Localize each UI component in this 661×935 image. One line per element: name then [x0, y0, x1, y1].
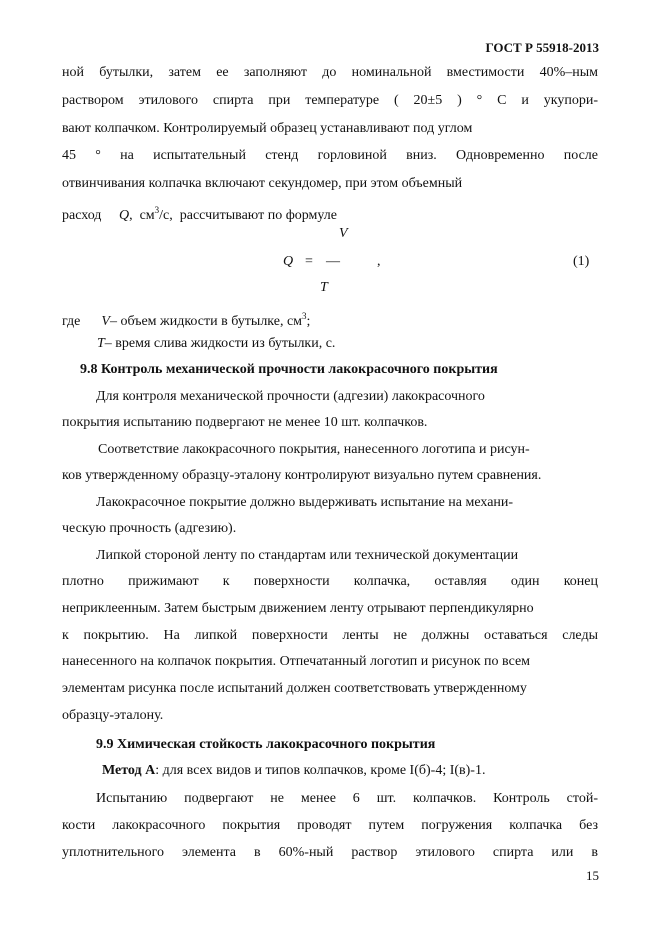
body-line: Лакокрасочное покрытие должно выдерживать испытание на механи- [96, 495, 514, 510]
body-line: образцу-эталону. [62, 708, 164, 723]
body-line: Испытанию подвергают не менее 6 шт. колпачков. Контроль стой- [96, 791, 598, 806]
method-label: Метод А [102, 763, 156, 778]
body-line: ной бутылки, затем ее заполняют до номинальной вместимости 40%–ным [62, 65, 598, 80]
document-header: ГОСТ Р 55918-2013 [485, 40, 599, 55]
where-t-line: T– время слива жидкости из бутылки, с. [97, 336, 336, 351]
body-line: кости лакокрасочного покрытия проводят путем погружения колпачка без [62, 818, 598, 833]
body-line: к покрытию. На липкой поверхности ленты не должны оставаться следы [62, 628, 598, 643]
body-line: покрытия испытанию подвергают не менее 10 шт. колпачков. [62, 415, 428, 430]
formula-numerator: V [339, 226, 348, 241]
formula-number: (1) [573, 254, 590, 269]
section-heading: 9.9 Химическая стойкость лакокрасочного покрытия [96, 737, 436, 752]
body-line: Липкой стороной ленту по стандартам или технической документации [96, 548, 519, 563]
flow-symbol: Q [118, 208, 130, 223]
body-line: отвинчивания колпачка включают секундомер, при этом объемный [62, 176, 463, 191]
body-line: 45 ° на испытательный стенд горловиной вниз. Одновременно после [62, 148, 598, 163]
body-line: ческую прочность (адгезию). [62, 521, 237, 536]
body-line: уплотнительного элемента в 60%-ный раствор этилового спирта или в [62, 845, 598, 860]
section-heading: 9.8 Контроль механической прочности лакокрасочного покрытия [80, 362, 498, 377]
formula-comma: , [377, 254, 381, 269]
flow-rate-line: расход Q, $см^3/с$, рассчитывают по формуле [62, 205, 337, 223]
formula-denominator: T [320, 280, 328, 295]
body-line: ков утвержденному образцу-эталону контролируют визуально путем сравнения. [62, 468, 542, 483]
body-line: нанесенного на колпачок покрытия. Отпечатанный логотип и рисунок по всем [62, 654, 531, 669]
method-line: Метод А: для всех видов и типов колпачков, кроме I(б)-4; I(в)-1. [102, 763, 486, 778]
body-line: элементам рисунка после испытаний должен соответствовать утвержденному [62, 681, 527, 696]
page-number: 15 [586, 868, 599, 883]
formula-equals: = [305, 254, 313, 269]
body-line: Для контроля механической прочности (адгезии) лакокрасочного [96, 389, 485, 404]
body-line: Соответствие лакокрасочного покрытия, нанесенного логотипа и рисун- [98, 442, 530, 457]
body-line: неприклеенным. Затем быстрым движением ленту отрывают перпендикулярно [62, 601, 534, 616]
where-v-line: где V– объем жидкости в бутылке, $см^3$; [62, 311, 311, 329]
formula-lhs: Q [283, 254, 294, 269]
body-line: плотно прижимают к поверхности колпачка, оставляя один конец [62, 574, 598, 589]
body-line: раствором этилового спирта при температуре ( 20±5 ) ° С и укупори- [62, 93, 598, 108]
body-line: вают колпачком. Контролируемый образец устанавливают под углом [62, 121, 473, 136]
formula-fraction-bar: — [326, 254, 340, 269]
